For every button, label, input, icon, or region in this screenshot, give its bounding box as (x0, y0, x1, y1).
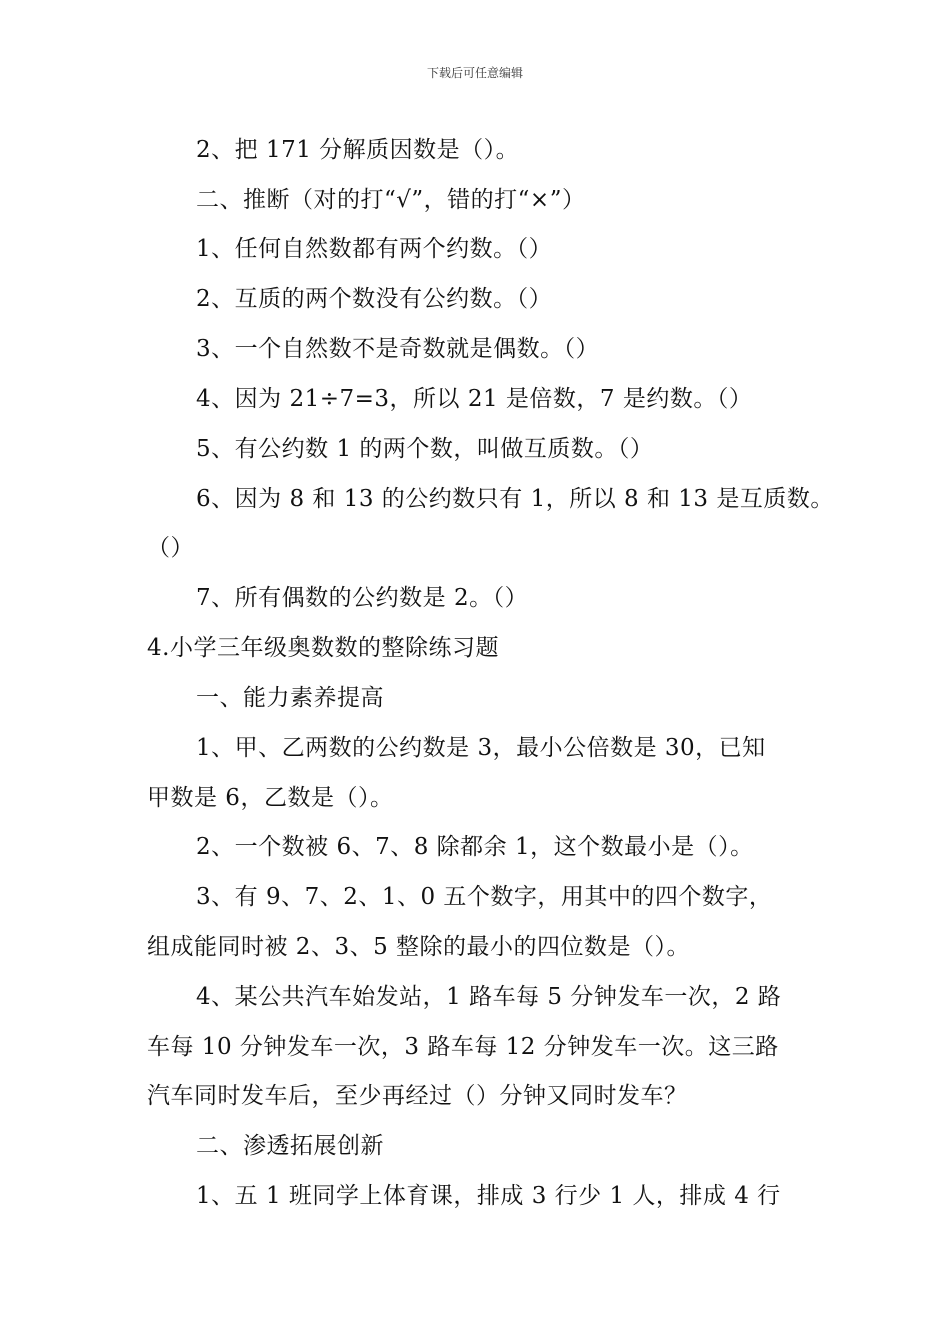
question-line: 2、一个数被 6、7、8 除都余 1，这个数最小是（）。 (196, 834, 754, 860)
question-line: 7、所有偶数的公约数是 2。（） (196, 585, 529, 611)
question-line-continuation: 汽车同时发车后，至少再经过（）分钟又同时发车？ (147, 1083, 688, 1109)
question-line: 5、有公约数 1 的两个数，叫做互质数。（） (196, 436, 654, 462)
question-line-continuation: （） (147, 535, 194, 561)
question-line-continuation: 甲数是 6，乙数是（）。 (147, 785, 394, 811)
question-line: 1、任何自然数都有两个约数。（） (196, 236, 553, 262)
document-heading: 4.小学三年级奥数数的整除练习题 (147, 635, 499, 661)
page-header: 下载后可任意编辑 (426, 66, 523, 80)
question-line: 1、五 1 班同学上体育课，排成 3 行少 1 人，排成 4 行 (196, 1183, 781, 1209)
question-line: 2、互质的两个数没有公约数。（） (196, 286, 553, 312)
question-line: 4、因为 21÷7=3，所以 21 是倍数，7 是约数。（） (196, 386, 753, 412)
question-line: 6、因为 8 和 13 的公约数只有 1，所以 8 和 13 是互质数。 (196, 486, 834, 512)
section-heading: 二、推断（对的打“√”，错的打“×”） (196, 187, 586, 213)
section-heading: 一、能力素养提高 (196, 685, 384, 711)
question-line-continuation: 车每 10 分钟发车一次，3 路车每 12 分钟发车一次。这三路 (147, 1034, 779, 1060)
question-line-continuation: 组成能同时被 2、3、5 整除的最小的四位数是（）。 (147, 934, 691, 960)
section-heading: 二、渗透拓展创新 (196, 1133, 384, 1159)
question-line: 3、一个自然数不是奇数就是偶数。（） (196, 336, 600, 362)
question-line: 4、某公共汽车始发站，1 路车每 5 分钟发车一次，2 路 (196, 984, 782, 1010)
question-line: 3、有 9、7、2、1、0 五个数字，用其中的四个数字， (196, 884, 773, 910)
question-line: 1、甲、乙两数的公约数是 3，最小公倍数是 30，已知 (196, 735, 766, 761)
question-line: 2、把 171 分解质因数是（）。 (196, 137, 520, 163)
